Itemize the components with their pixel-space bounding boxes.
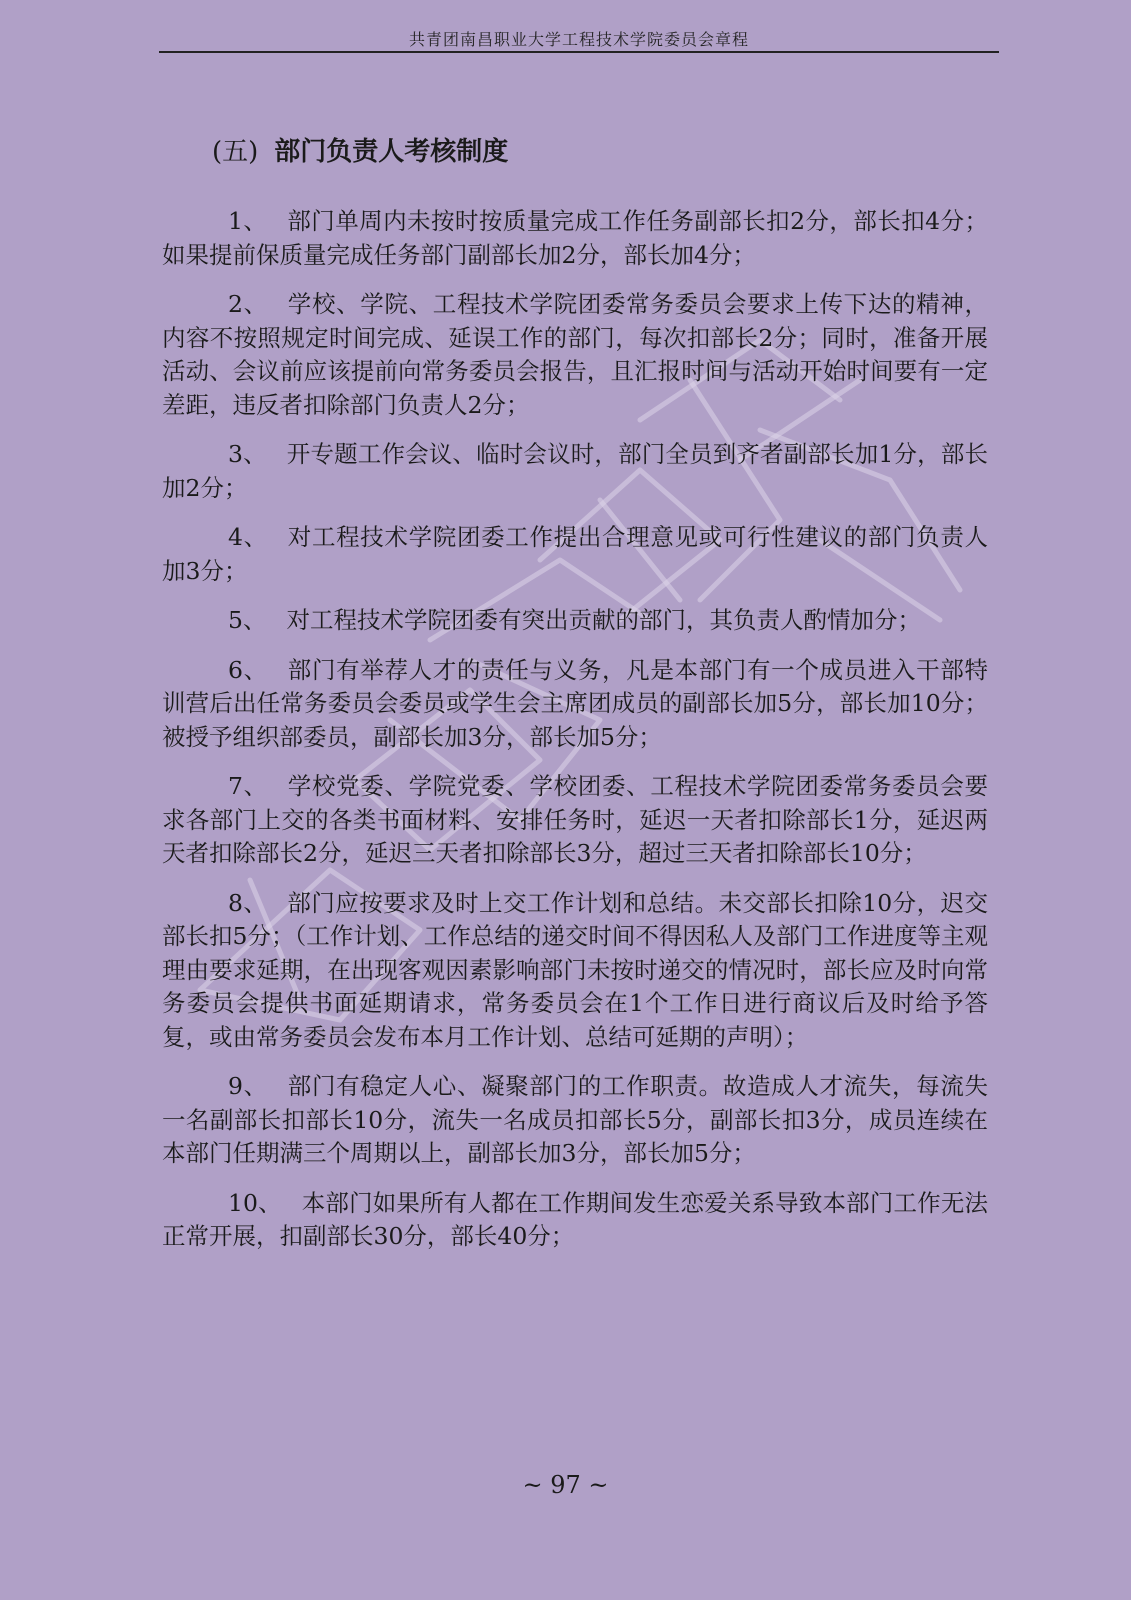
item-number: 4、: [228, 523, 268, 551]
item-text: 部门应按要求及时上交工作计划和总结。未交部长扣除10分，迟交部长扣5分；（工作计划、工作总结的递交时间不得因私人及部门工作进度等主观理由要求延期，在出现客观因素影响部门未按时递交的情况时，部长应及时向常务委员会提供书面延期请求，常务委员会在1个工作日进行商议后及时给予答复，或由常务委员会发布本月工作计划、总结可延期的声明）；: [162, 888, 989, 1051]
list-item: [162, 521, 988, 588]
item-number: 6、: [228, 655, 268, 684]
item-text: 开专题工作会议、临时会议时，部门全员到齐者副部长加1分，部长加2分；: [162, 440, 988, 502]
item-text: 部门有举荐人才的责任与义务，凡是本部门有一个成员进入干部特训营后出任常务委员会委员或学生会主席团成员的副部长加5分，部长加10分；被授予组织部委员，副部长加3分，部长加5分；: [162, 655, 989, 751]
list-item: [162, 1187, 988, 1254]
page-number: ~ 97 ~: [522, 1471, 609, 1499]
list-item: [162, 1070, 988, 1171]
list-item: [162, 288, 988, 422]
item-number: 10、: [228, 1188, 282, 1217]
rule-list: [162, 205, 988, 1270]
list-item: [162, 770, 988, 871]
item-number: 5、: [228, 606, 267, 634]
item-text: 对工程技术学院团委有突出贡献的部门，其负责人酌情加分；: [286, 606, 921, 634]
section-number: (五): [212, 137, 259, 167]
list-item: [162, 604, 988, 638]
header-rule: [159, 51, 999, 53]
running-header: 共青团南昌职业大学工程技术学院委员会章程: [408, 30, 749, 49]
list-item: [162, 887, 988, 1055]
list-item: [162, 205, 988, 272]
section-heading: [212, 131, 508, 168]
item-text: 部门单周内未按时按质量完成工作任务副部长扣2分，部长扣4分；如果提前保质量完成任务部门副部长加2分，部长加4分；: [162, 207, 989, 269]
list-item: [162, 438, 988, 505]
item-number: 3、: [228, 440, 267, 468]
item-number: 7、: [228, 772, 268, 800]
list-item: [162, 654, 988, 755]
item-text: 学校、学院、工程技术学院团委常务委员会要求上传下达的精神，内容不按照规定时间完成、延误工作的部门，每次扣部长2分；同时，准备开展活动、会议前应该提前向常务委员会报告，且汇报时间与活动开始时间要有一定差距，违反者扣除部门负责人2分；: [162, 290, 989, 419]
item-text: 学校党委、学院党委、学校团委、工程技术学院团委常务委员会要求各部门上交的各类书面材料、安排任务时，延迟一天者扣除部长1分，延迟两天者扣除部长2分，延迟三天者扣除部长3分，超过三天者扣除部长10分；: [162, 772, 989, 867]
item-number: 8、: [228, 888, 268, 917]
section-title-text: 部门负责人考核制度: [274, 137, 509, 167]
item-text: 本部门如果所有人都在工作期间发生恋爱关系导致本部门工作无法正常开展，扣副部长30分，部长40分；: [162, 1188, 989, 1250]
item-text: 对工程技术学院团委工作提出合理意见或可行性建议的部门负责人加3分；: [162, 523, 989, 585]
item-number: 9、: [228, 1072, 268, 1100]
item-text: 部门有稳定人心、凝聚部门的工作职责。故造成人才流失，每流失一名副部长扣部长10分，流失一名成员扣部长5分，副部长扣3分，成员连续在本部门任期满三个周期以上，副部长加3分，部长加5分；: [162, 1072, 989, 1167]
item-number: 2、: [228, 290, 268, 318]
item-number: 1、: [228, 207, 268, 235]
